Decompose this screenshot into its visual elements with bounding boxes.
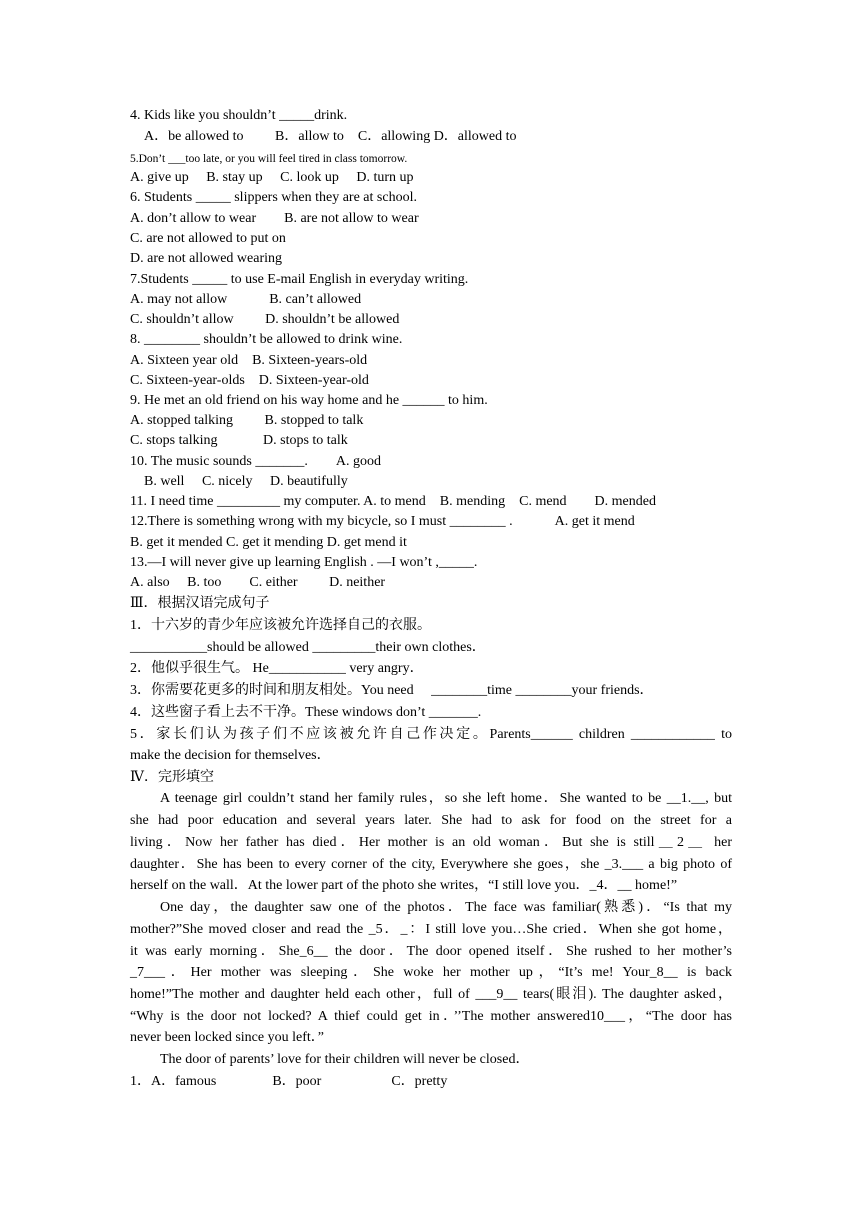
cloze-line-10: home!”The mother and daughter held each other，full of ___9__ tears(眼泪). The daughter asked， bbox=[130, 987, 732, 1002]
question-9: 9. He met an old friend on his way home and he ______ to him. bbox=[130, 393, 488, 408]
section-3-heading: Ⅲ．根据汉语完成句子 bbox=[130, 596, 270, 611]
cloze-line-4: daughter．She has been to every corner of the city, Everywhere she goes，she _3.___ a big photo of bbox=[130, 857, 732, 872]
cloze-line-3: living．Now her father has died．Her mother is an old woman．But she is still＿2＿ her bbox=[130, 835, 732, 850]
question-6-options-ab: A. don’t allow to wear B. are not allow to wear bbox=[130, 211, 419, 226]
question-13-options: A. also B. too C. either D. neither bbox=[130, 575, 386, 590]
translation-2: 2．他似乎很生气。 He___________ very angry． bbox=[130, 661, 424, 676]
question-12: 12.There is something wrong with my bicycle, so I must ________ . A. get it mend bbox=[130, 514, 635, 529]
question-4: 4. Kids like you shouldn’t _____drink. bbox=[130, 108, 348, 123]
question-10-options: B. well C. nicely D. beautifully bbox=[130, 474, 348, 489]
cloze-line-1: A teenage girl couldn’t stand her family rules，so she left home．She wanted to be __1.__, but bbox=[160, 791, 732, 806]
translation-4: 4．这些窗子看上去不干净。These windows don’t _______. bbox=[130, 705, 482, 720]
translation-5-cont: make the decision for themselves． bbox=[130, 748, 331, 763]
question-8-options-ab: A. Sixteen year old B. Sixteen-years-old bbox=[130, 353, 368, 368]
cloze-line-2: she had poor education and several years later. She had to ask for food on the street for a bbox=[130, 813, 732, 828]
translation-3: 3．你需要花更多的时间和朋友相处。You need ________time ________your friends． bbox=[130, 683, 654, 698]
question-11: 11. I need time _________ my computer. A. to mend B. mending C. mend D. mended bbox=[130, 494, 656, 509]
question-8-options-cd: C. Sixteen-year-olds D. Sixteen-year-old bbox=[130, 373, 369, 388]
question-6-option-c: C. are not allowed to put on bbox=[130, 231, 286, 246]
translation-5: 5．家长们认为孩子们不应该被允许自己作决定。Parents______ children ____________ to bbox=[130, 727, 732, 742]
question-13: 13.—I will never give up learning English . —I won’t ,_____. bbox=[130, 555, 478, 570]
cloze-question-1-options: 1．A．famous B．poor C．pretty bbox=[130, 1074, 448, 1089]
question-4-options: A．be allowed to B．allow to C．allowing D．allowed to bbox=[130, 129, 517, 144]
question-6: 6. Students _____ slippers when they are at school. bbox=[130, 190, 417, 205]
cloze-line-11: “Why is the door not locked? A thief could get in．’’The mother answered10___，“The door has bbox=[130, 1009, 732, 1024]
question-6-option-d: D. are not allowed wearing bbox=[130, 251, 282, 266]
question-7-options-cd: C. shouldn’t allow D. shouldn’t be allowed bbox=[130, 312, 400, 327]
question-7-options-ab: A. may not allow B. can’t allowed bbox=[130, 292, 362, 307]
cloze-line-7: mother?”She moved closer and read the _5．_：I still love you…She cried．When she got home， bbox=[130, 922, 732, 937]
question-9-options-cd: C. stops talking D. stops to talk bbox=[130, 433, 348, 448]
section-4-heading: Ⅳ．完形填空 bbox=[130, 770, 214, 785]
question-8: 8. ________ shouldn’t be allowed to drink wine. bbox=[130, 332, 403, 347]
question-12-options: B. get it mended C. get it mending D. get mend it bbox=[130, 535, 407, 550]
translation-1-answer: ___________should be allowed _________their own clothes． bbox=[130, 640, 486, 655]
question-9-options-ab: A. stopped talking B. stopped to talk bbox=[130, 413, 364, 428]
cloze-line-9: _7___．Her mother was sleeping．She woke her mother up，“It’s me! Your_8__ is back bbox=[130, 965, 732, 980]
question-10: 10. The music sounds _______. A. good bbox=[130, 454, 381, 469]
cloze-line-12: never been locked since you left．” bbox=[130, 1030, 324, 1045]
cloze-line-8: it was early morning．She_6__ the door．The door opened itself．She rushed to her mother’s bbox=[130, 944, 732, 959]
question-5: 5.Don’t ___too late, or you will feel tired in class tomorrow. bbox=[130, 153, 408, 165]
cloze-line-5: herself on the wall．At the lower part of the photo she writes，“I still love you．_4．__ home!” bbox=[130, 878, 678, 893]
translation-1-prompt: 1．十六岁的青少年应该被允许选择自己的衣服。 bbox=[130, 618, 431, 633]
cloze-line-6: One day，the daughter saw one of the photos．The face was familiar(熟悉)．“Is that my bbox=[160, 900, 732, 915]
question-5-options: A. give up B. stay up C. look up D. turn up bbox=[130, 170, 414, 185]
question-7: 7.Students _____ to use E-mail English in everyday writing. bbox=[130, 272, 469, 287]
cloze-closing-line: The door of parents’ love for their children will never be closed． bbox=[160, 1052, 530, 1067]
